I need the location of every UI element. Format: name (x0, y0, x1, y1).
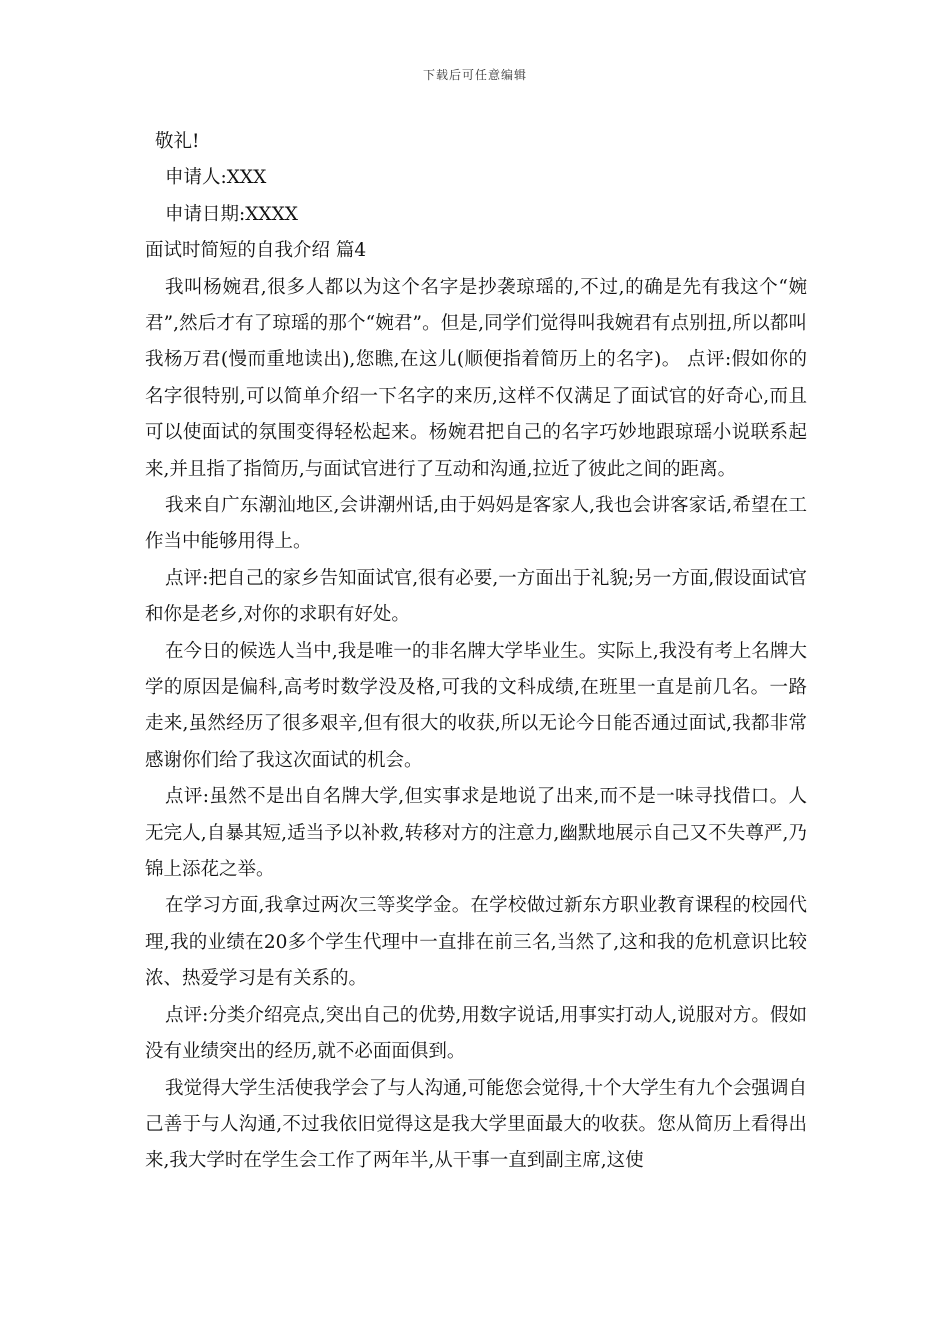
paragraph-study: 在学习方面,我拿过两次三等奖学金。在学校做过新东方职业教育课程的校园代理,我的业绩在20多个学生代理中一直排在前三名,当然了,这和我的危机意识比较浓、热爱学习是有关系的。 (145, 895, 807, 990)
paragraph-communication: 我觉得大学生活使我学会了与人沟通,可能您会觉得,十个大学生有九个会强调自己善于与人沟通,不过我依旧觉得这是我大学里面最大的收获。您从简历上看得出来,我大学时在学生会工作了两年半,从干事一直到副主席,这使 (145, 1077, 807, 1172)
date-line: 申请日期:XXXX (165, 203, 298, 225)
paragraph-comment-study: 点评:分类介绍亮点,突出自己的优势,用数字说话,用事实打动人,说服对方。假如没有业绩突出的经历,就不必面面俱到。 (145, 1004, 807, 1063)
closing-salutation: 敬礼! (155, 131, 200, 152)
paragraph-name-intro: 我叫杨婉君,很多人都以为这个名字是抄袭琼瑶的,不过,的确是先有我这个“婉君”,然后才有了琼瑶的那个“婉君”。但是,同学们觉得叫我婉君有点别扭,所以都叫我杨万君(慢而重地读出),您瞧,在这儿(顺便指着简历上的名字)。 点评:假如你的名字很特别,可以简单介绍一下名字的来历,这样不仅满足了面试官的好奇心,而且可以使面试的氛围变得轻松起来。杨婉君把自己的名字巧妙地跟琼瑶小说联系起来,并且指了指简历,与面试官进行了互动和沟通,拉近了彼此之间的距离。 (145, 276, 807, 480)
paragraph-education: 在今日的候选人当中,我是唯一的非名牌大学毕业生。实际上,我没有考上名牌大学的原因是偏科,高考时数学没及格,可我的文科成绩,在班里一直是前几名。一路走来,虽然经历了很多艰辛,但有很大的收获,所以无论今日能否通过面试,我都非常感谢你们给了我这次面试的机会。 (145, 640, 807, 771)
document-body (145, 124, 807, 1180)
paragraph-comment-education: 点评:虽然不是出自名牌大学,但实事求是地说了出来,而不是一味寻找借口。人无完人,自暴其短,适当予以补救,转移对方的注意力,幽默地展示自己又不失尊严,乃锦上添花之举。 (145, 786, 807, 881)
section-title: 面试时简短的自我介绍 篇4 (145, 240, 367, 262)
paragraph-comment-hometown: 点评:把自己的家乡告知面试官,很有必要,一方面出于礼貌;另一方面,假设面试官和你是老乡,对你的求职有好处。 (145, 567, 807, 626)
page-header: 下载后可任意编辑 (422, 68, 527, 82)
applicant-line: 申请人:XXX (165, 167, 267, 189)
paragraph-hometown: 我来自广东潮汕地区,会讲潮州话,由于妈妈是客家人,我也会讲客家话,希望在工作当中能够用得上。 (145, 495, 807, 553)
